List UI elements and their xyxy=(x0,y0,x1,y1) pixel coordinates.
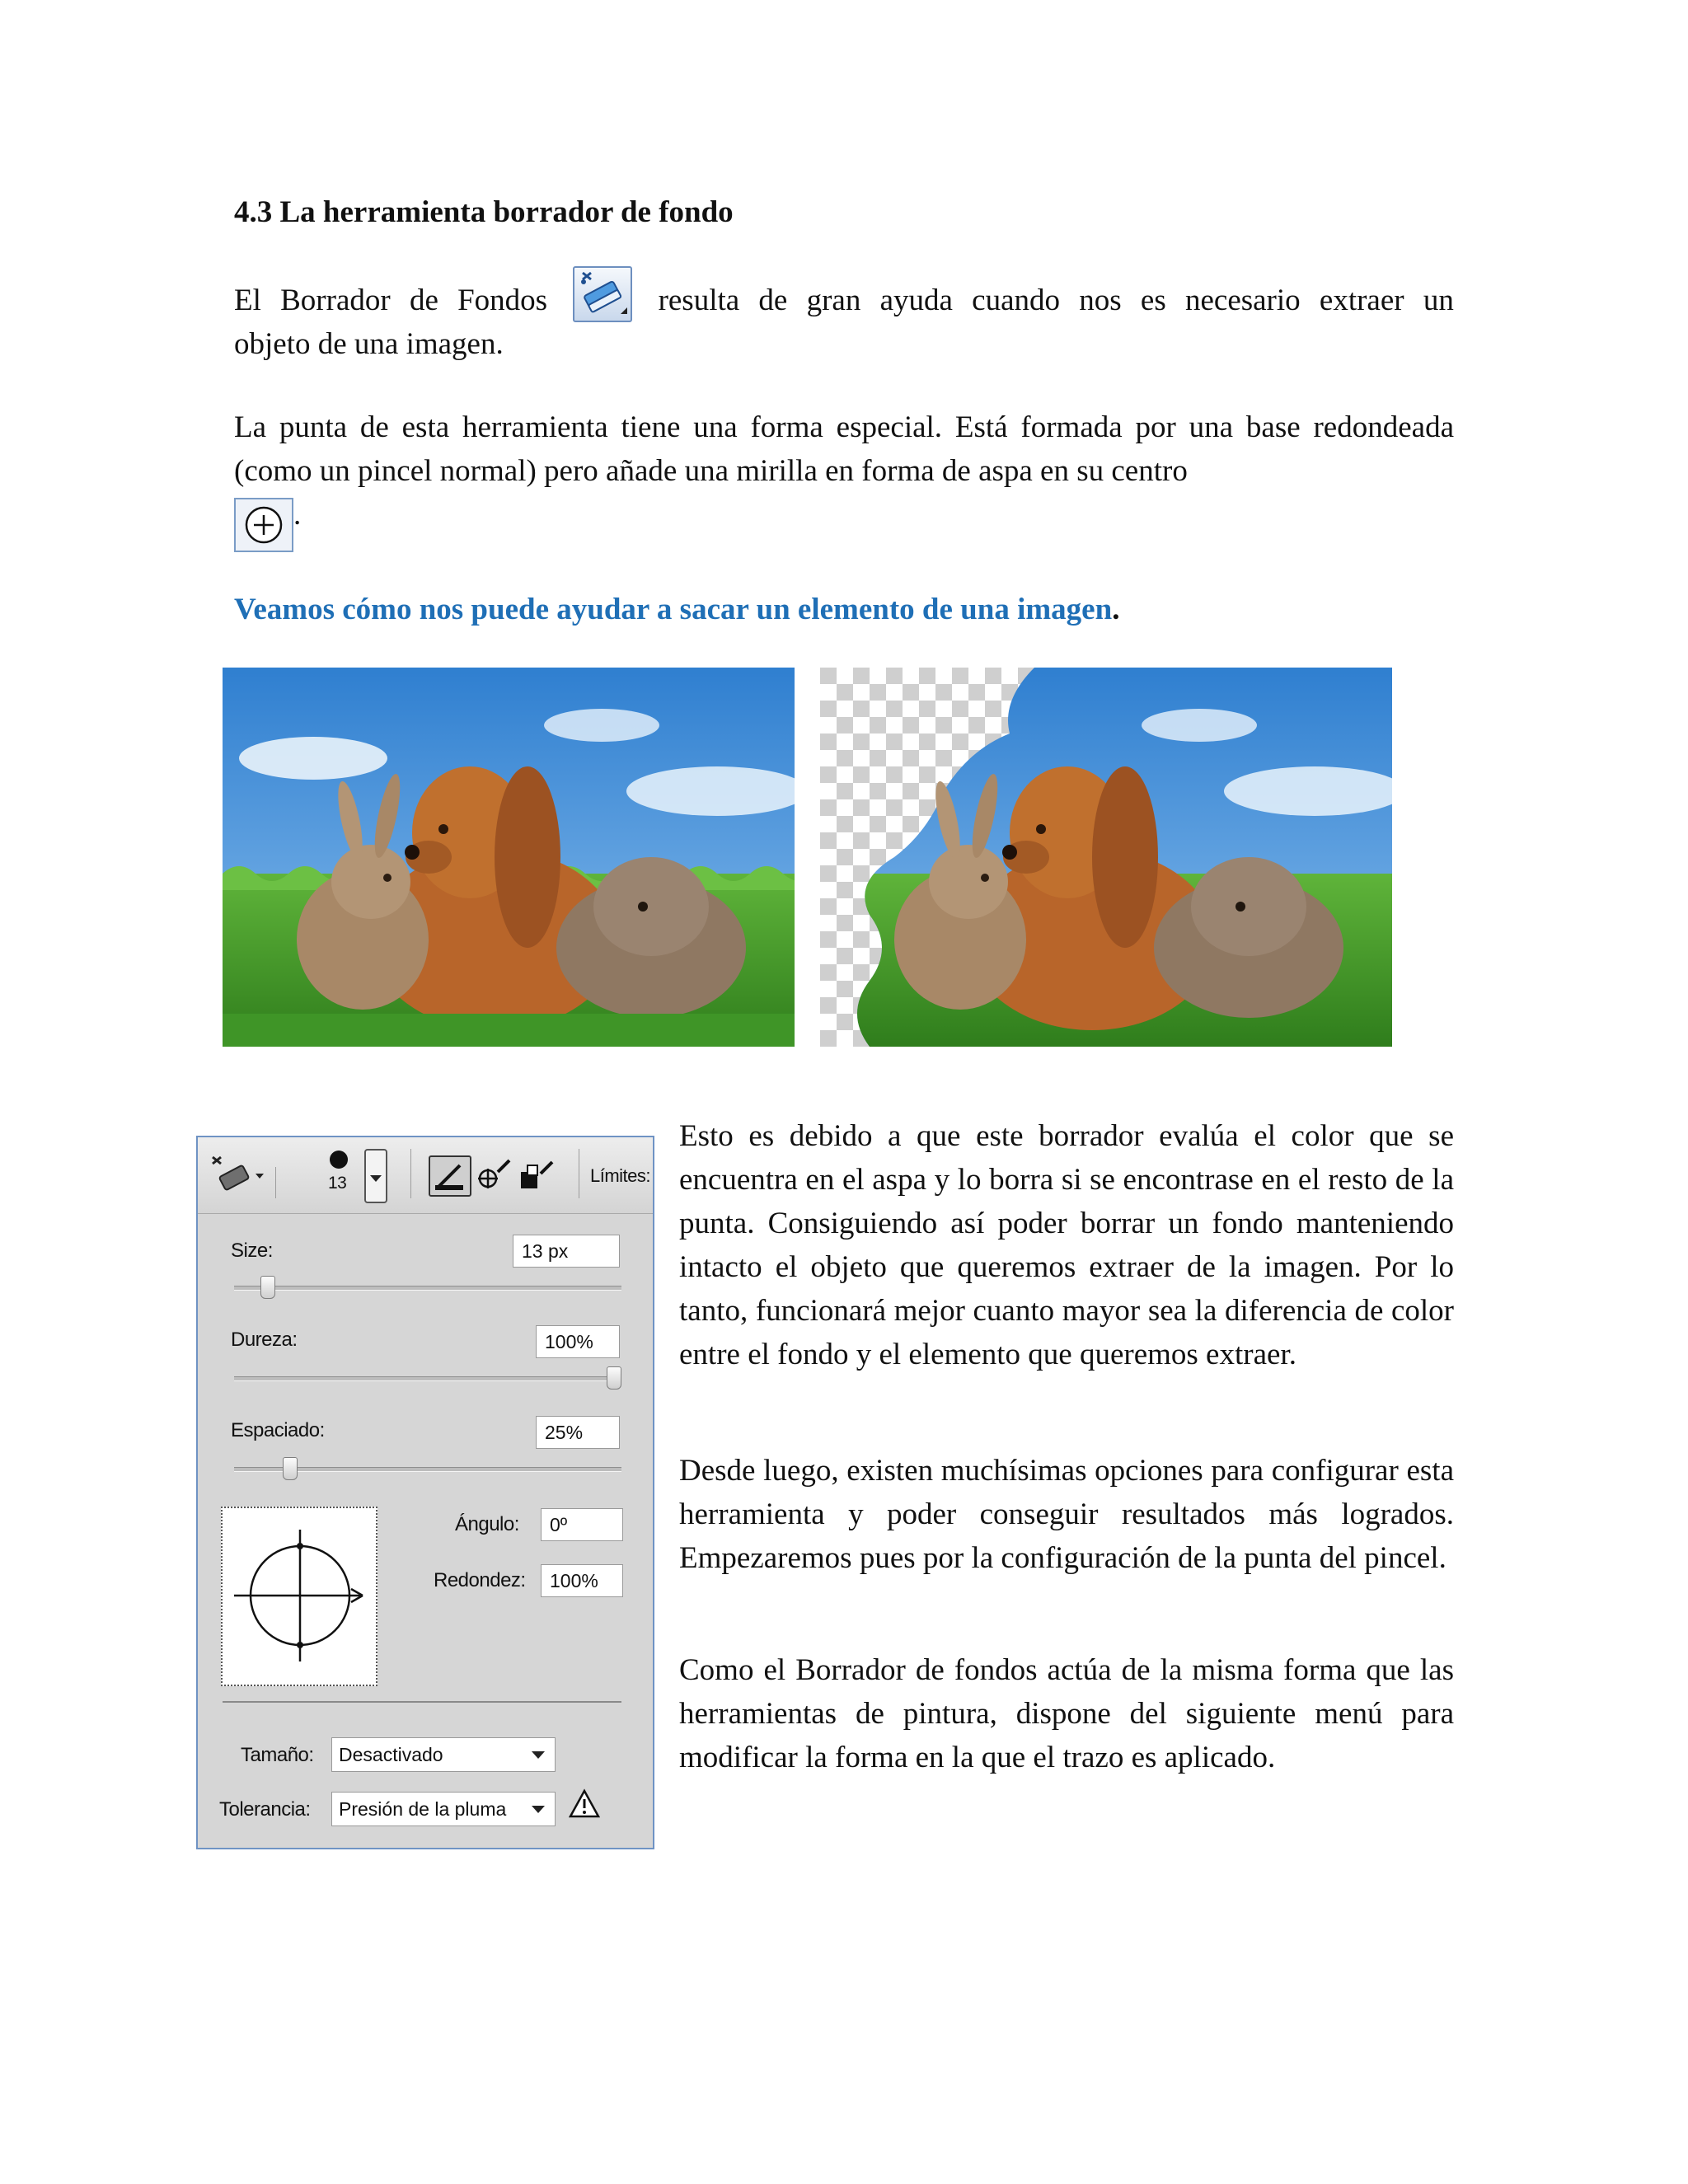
size-label: Size: xyxy=(231,1240,273,1262)
size-control-dropdown[interactable] xyxy=(331,1737,556,1772)
brush-options-panel xyxy=(196,1136,654,1849)
hardness-slider-thumb[interactable] xyxy=(607,1366,621,1390)
crosshair-brush-icon xyxy=(234,498,293,552)
hardness-slider-track[interactable] xyxy=(234,1376,621,1381)
sampling-background-icon[interactable] xyxy=(519,1159,556,1196)
brush-preset-dropdown[interactable] xyxy=(364,1149,387,1203)
subheading-end: . xyxy=(1112,593,1120,626)
original-photo xyxy=(223,668,795,1047)
intro-word: extraer xyxy=(1319,284,1404,317)
size-slider-track[interactable] xyxy=(234,1286,621,1291)
angle-field[interactable]: 0º xyxy=(541,1508,623,1541)
angle-label: Ángulo: xyxy=(455,1513,519,1535)
tolerance-dropdown[interactable] xyxy=(331,1792,556,1826)
section-heading: 4.3 La herramienta borrador de fondo xyxy=(234,195,734,229)
options-paragraph: Desde luego, existen muchísimas opciones para configurar esta herramienta y poder conseguir resultados más logrados. Empezaremos pues por la configuración de la punta del pincel. xyxy=(679,1454,1454,1575)
chevron-down-icon xyxy=(532,1806,545,1813)
intro-word: es xyxy=(1140,284,1166,317)
tip-end-punct: . xyxy=(293,498,302,532)
intro-word: de xyxy=(758,284,788,317)
tolerance-value: Presión de la pluma xyxy=(339,1798,507,1820)
size-control-value: Desactivado xyxy=(339,1744,443,1765)
limits-label: Límites: xyxy=(590,1165,651,1186)
chevron-down-icon xyxy=(370,1175,382,1182)
subheading xyxy=(234,592,1119,627)
panel-toolbar xyxy=(198,1137,653,1214)
explanation-paragraph: Esto es debido a que este borrador evalúa el color que se encuentra en el aspa y lo borra si se encontrase en el resto de la punta. Consiguiendo así poder borrar un fondo manteniendo intacto el objeto que queremos extraer de la imagen. Por lo tanto, funcionará mejor cuanto mayor sea la diferencia de color entre el fondo y el elemento que queremos extraer. xyxy=(679,1119,1454,1371)
intro-word: El xyxy=(234,284,261,317)
intro-word: resulta xyxy=(658,284,740,317)
size-field[interactable]: 13 px xyxy=(513,1235,620,1268)
size-control-label: Tamaño: xyxy=(241,1744,314,1766)
roundness-label: Redondez: xyxy=(434,1569,526,1591)
spacing-slider-thumb[interactable] xyxy=(283,1457,298,1480)
roundness-field[interactable]: 100% xyxy=(541,1564,623,1597)
tip-text: La punta de esta herramienta tiene una forma especial. Está formada por una base redondeada (como un pincel normal) pero añade una mirilla en forma de aspa en su centro xyxy=(234,410,1454,488)
intro-word: gran xyxy=(806,284,861,317)
eraser-tool-icon[interactable] xyxy=(209,1152,267,1202)
spacing-label: Espaciado: xyxy=(231,1419,325,1441)
intro-line-2: objeto de una imagen. xyxy=(234,327,504,361)
size-slider-thumb[interactable] xyxy=(260,1276,275,1299)
erased-photo xyxy=(820,668,1392,1047)
hardness-label: Dureza: xyxy=(231,1329,298,1351)
tip-paragraph xyxy=(234,405,1454,552)
intro-word: cuando xyxy=(972,284,1061,317)
spacing-field[interactable]: 25% xyxy=(536,1416,620,1449)
background-eraser-icon xyxy=(573,266,632,322)
intro-word: nos xyxy=(1079,284,1122,317)
intro-word: ayuda xyxy=(879,284,953,317)
intro-word: de xyxy=(409,284,438,317)
intro-paragraph xyxy=(234,266,1454,366)
brush-size-label: 13 xyxy=(328,1174,347,1193)
chevron-down-icon xyxy=(532,1751,545,1759)
intro-word: Fondos xyxy=(457,284,548,317)
sampling-once-icon[interactable] xyxy=(476,1159,513,1196)
intro-word: necesario xyxy=(1184,284,1301,317)
subheading-text: Veamos cómo nos puede ayudar a sacar un elemento de una imagen xyxy=(234,593,1113,626)
intro-word: un xyxy=(1423,284,1454,317)
intro-line-1 xyxy=(234,266,1454,322)
menu-paragraph: Como el Borrador de fondos actúa de la misma forma que las herramientas de pintura, dispone del siguiente menú para modificar la forma en la que el trazo es aplicado. xyxy=(679,1653,1454,1774)
tolerance-label: Tolerancia: xyxy=(219,1798,311,1821)
sampling-continuous-icon[interactable] xyxy=(429,1155,471,1197)
brush-preset-dot-icon[interactable] xyxy=(330,1151,348,1169)
toolbar-divider xyxy=(410,1149,411,1198)
intro-word: Borrador xyxy=(280,284,391,317)
hardness-field[interactable]: 100% xyxy=(536,1325,620,1358)
brush-angle-preview[interactable] xyxy=(221,1507,377,1686)
toolbar-divider xyxy=(275,1167,276,1198)
panel-divider xyxy=(223,1701,621,1703)
warning-icon xyxy=(569,1788,600,1824)
